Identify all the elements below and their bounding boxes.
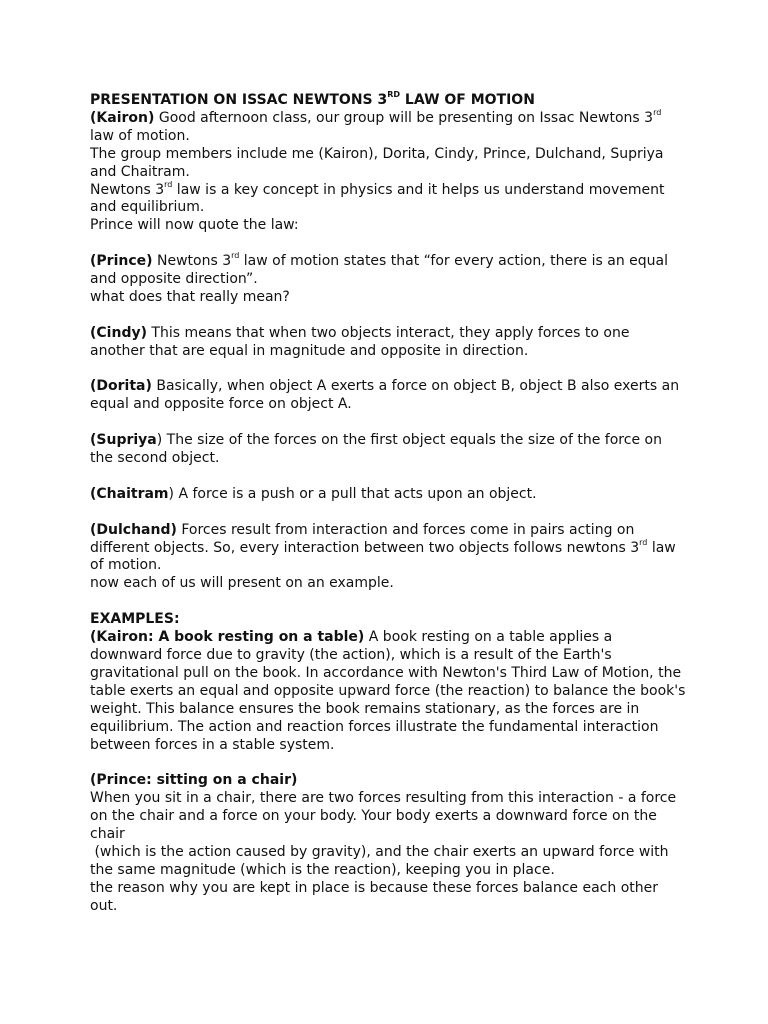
example-kairon-line-3: gravitational pull on the book. In accordance with Newton's Third Law of Motion, the [90,664,682,681]
example-prince-line-3: chair [90,826,125,843]
intro-line-3: The group members include me (Kairon), Dorita, Cindy, Prince, Dulchand, Supriya [90,145,664,162]
dorita-line-1 [90,378,690,396]
intro-text: Newtons 3 [90,181,165,198]
speaker-label: (Supriya [90,432,157,449]
example-prince-line-4: (which is the action caused by gravity), and the chair exerts an upward force with [90,843,669,860]
speaker-label: (Dulchand) [90,521,177,538]
intro-line-1 [90,110,690,128]
supriya-line-1 [90,432,690,450]
example-kairon-line-2: downward force due to gravity (the action), which is a result of the Earth's [90,646,612,663]
example-kairon-line-1 [90,629,690,647]
title-text: PRESENTATION ON ISSAC NEWTONS 3 [90,92,388,108]
example-prince-line-2: on the chair and a force on your body. Your body exerts a downward force on the [90,808,657,825]
example-prince-line-6: the reason why you are kept in place is because these forces balance each other [90,879,658,896]
superscript: rd [653,108,662,118]
paragraph-text: law of motion states that “for every action, there is an equal [239,253,668,270]
example-kairon-line-5: weight. This balance ensures the book remains stationary, as the forces are in [90,700,640,717]
example-prince-line-5: the same magnitude (which is the reaction), keeping you in place. [90,861,555,878]
speaker-label: (Chaitram [90,485,169,502]
chaitram-line-1 [90,486,690,504]
title-text-end: LAW OF MOTION [400,92,535,108]
paragraph-text: Forces result from interaction and forces come in pairs acting on [176,521,635,538]
speaker-label: (Dorita) [90,378,152,395]
paragraph-gap [90,504,690,522]
examples-heading [90,611,690,629]
intro-line-7: Prince will now quote the law: [90,217,299,234]
paragraph-gap [90,235,690,253]
example-kairon-line-6: equilibrium. The action and reaction forces illustrate the fundamental interaction [90,718,659,735]
intro-line-5 [90,179,690,200]
title-superscript: RD [387,90,401,100]
paragraph-gap [90,754,690,772]
dulchand-line-4: now each of us will present on an example. [90,575,394,592]
example-prince-line-7: out. [90,897,118,914]
document-body [90,92,690,916]
prince-law-line-2: and opposite direction”. [90,271,258,288]
paragraph-text: law [647,539,676,556]
paragraph-text: Basically, when object A exerts a force on object B, object B also exerts an [151,378,680,395]
paragraph-text: ) The size of the forces on the first object equals the size of the force on [156,432,662,449]
prince-law-line-1 [90,253,690,271]
example-prince-heading [90,772,690,790]
superscript: rd [231,251,240,261]
superscript: rd [639,537,648,547]
paragraph-text: Newtons 3 [152,253,232,270]
cindy-line-1 [90,325,690,343]
dorita-line-2: equal and opposite force on object A. [90,396,352,413]
intro-line-2: law of motion. [90,127,190,144]
speaker-label: (Kairon: A book resting on a table) [90,629,365,646]
dulchand-line-1 [90,522,690,540]
paragraph-gap [90,307,690,325]
example-prince-line-1: When you sit in a chair, there are two forces resulting from this interaction - a force [90,790,677,807]
document-title [90,92,690,110]
speaker-label: (Prince: sitting on a chair) [90,772,298,789]
supriya-line-2: the second object. [90,450,220,467]
speaker-label: (Cindy) [90,324,147,341]
speaker-label: (Prince) [90,253,153,270]
superscript: rd [164,179,173,189]
example-kairon-line-7: between forces in a stable system. [90,736,335,753]
paragraph-gap [90,361,690,379]
paragraph-text: ) A force is a push or a pull that acts upon an object. [168,485,537,502]
dulchand-line-2 [90,537,690,558]
paragraph-text: A book resting on a table applies a [364,629,613,646]
paragraph-text: This means that when two objects interact, they apply forces to one [146,324,630,341]
paragraph-gap [90,414,690,432]
prince-law-line-3: what does that really mean? [90,288,290,305]
heading-text: EXAMPLES: [90,611,180,628]
intro-text: Good afternoon class, our group will be presenting on Issac Newtons 3 [154,109,654,126]
intro-line-6: and equilibrium. [90,199,205,216]
paragraph-text: different objects. So, every interaction between two objects follows newtons 3 [90,539,640,556]
dulchand-line-3: of motion. [90,557,162,574]
paragraph-gap [90,468,690,486]
example-kairon-line-4: table exerts an equal and opposite upward force (the reaction) to balance the book's [90,682,686,699]
cindy-line-2: another that are equal in magnitude and opposite in direction. [90,342,529,359]
speaker-label: (Kairon) [90,109,155,126]
intro-text: law is a key concept in physics and it helps us understand movement [172,181,665,198]
paragraph-gap [90,593,690,611]
intro-line-4: and Chaitram. [90,163,190,180]
